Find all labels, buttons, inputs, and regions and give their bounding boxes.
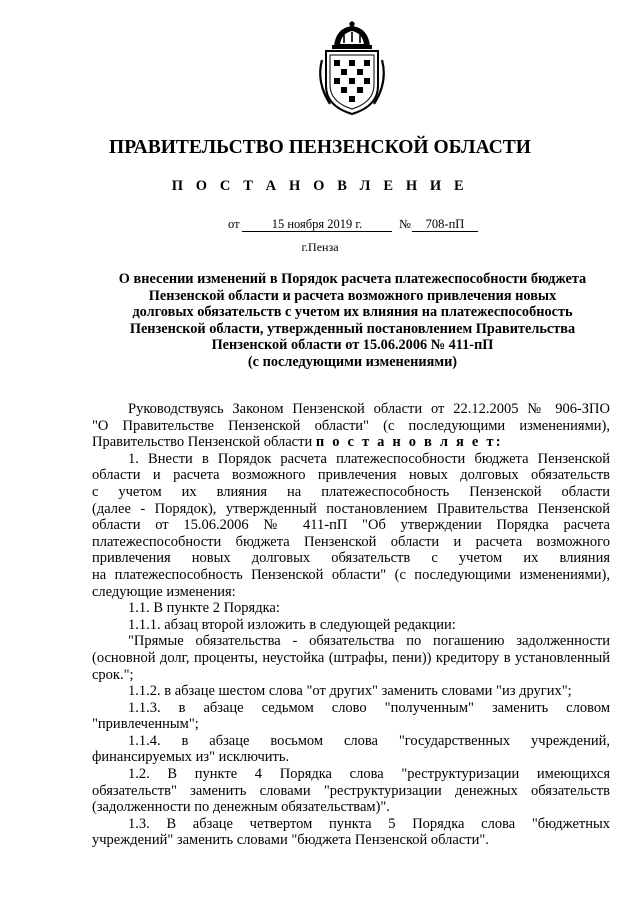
- government-title: ПРАВИТЕЛЬСТВО ПЕНЗЕНСКОЙ ОБЛАСТИ: [109, 137, 531, 158]
- body-line: финансируемых из" исключить.: [92, 749, 290, 766]
- body-line: 1.3. В абзаце четвертом пункта 5 Порядка слова "бюджетных: [128, 815, 610, 832]
- subject-line: (с последующими изменениями): [247, 353, 458, 370]
- subject-line: Пензенской области от 15.06.2006 № 411-пП: [211, 337, 494, 353]
- body-line: "привлеченным";: [92, 716, 199, 733]
- date-number-line: [0, 217, 640, 235]
- body-line: учреждений" заменить словами "бюджета Пензенской области".: [92, 832, 489, 849]
- body-line: Руководствуясь Законом Пензенской области от 22.12.2005 № 906-ЗПО: [128, 401, 610, 417]
- subject-line: О внесении изменений в Порядок расчета платежеспособности бюджета: [118, 271, 587, 287]
- body-line: 1. Внести в Порядок расчета платежеспособности бюджета Пензенской: [128, 450, 610, 467]
- body-line: привлечения новых долговых обязательств с учетом их влияния: [92, 550, 610, 567]
- body-line: 1.1. В пункте 2 Порядка:: [128, 600, 280, 617]
- body-line: 1.2. В пункте 4 Порядка слова "реструктуризации имеющихся: [128, 766, 610, 783]
- document-body: [92, 401, 610, 849]
- body-line: области от 15.06.2006 № 411-пП "Об утверждении Порядка расчета: [92, 517, 610, 534]
- body-line: (далее - Порядок), утвержденный постановлением Правительства Пензенской: [92, 500, 610, 517]
- body-line: "О Правительстве Пензенской области" (с последующими изменениями),: [92, 417, 610, 434]
- subject-line: долговых обязательств с учетом их влияния на платежеспособность: [132, 304, 573, 320]
- body-line: 1.1.1. абзац второй изложить в следующей редакции:: [128, 616, 456, 633]
- document-date: 15 ноября 2019 г.: [242, 217, 392, 232]
- penza-coat-of-arms-icon: [312, 20, 392, 116]
- subject-line: Пензенской области, утвержденный постановлением Правительства: [129, 320, 576, 337]
- body-line: с учетом их влияния на платежеспособность Пензенской области: [92, 483, 610, 500]
- body-line: [92, 434, 610, 451]
- body-line: следующие изменения:: [92, 583, 236, 600]
- date-prefix: от: [228, 217, 240, 231]
- body-line: (основной долг, проценты, неустойка (штрафы, пени)) кредитору в установленный: [92, 649, 610, 666]
- body-line: 1.1.2. в абзаце шестом слова "от других" заменить словами "из других";: [128, 683, 572, 700]
- body-line: 1.1.4. в абзаце восьмом слова "государственных учреждений,: [128, 732, 610, 749]
- subject-line: Пензенской области и расчета возможного привлечения новых: [148, 287, 557, 304]
- body-line: области и расчета возможного привлечения новых долговых обязательств: [92, 467, 610, 484]
- document-subject: [95, 271, 610, 370]
- body-line: обязательств" заменить словами "реструктуризации денежных обязательств: [92, 782, 610, 799]
- body-line: "Прямые обязательства - обязательства по погашению задолженности: [128, 633, 610, 650]
- body-line: платежеспособности бюджета Пензенской области и расчета возможного: [92, 533, 610, 550]
- city: г.Пенза: [301, 240, 339, 254]
- body-line: (задолженности по денежным обязательствам)".: [92, 799, 390, 816]
- body-line: на платежеспособность Пензенской области" (с последующими изменениями),: [92, 566, 610, 583]
- body-line: срок.";: [92, 666, 134, 683]
- document-type: П О С Т А Н О В Л Е Н И Е: [171, 178, 469, 194]
- number-prefix: №: [399, 217, 411, 231]
- resolves-word: п о с т а н о в л я е т:: [315, 434, 503, 451]
- document-number: 708-пП: [412, 217, 478, 232]
- preamble-prefix: Правительство Пензенской области: [92, 434, 316, 451]
- body-line: 1.1.3. в абзаце седьмом слово "полученным" заменить словом: [128, 699, 610, 716]
